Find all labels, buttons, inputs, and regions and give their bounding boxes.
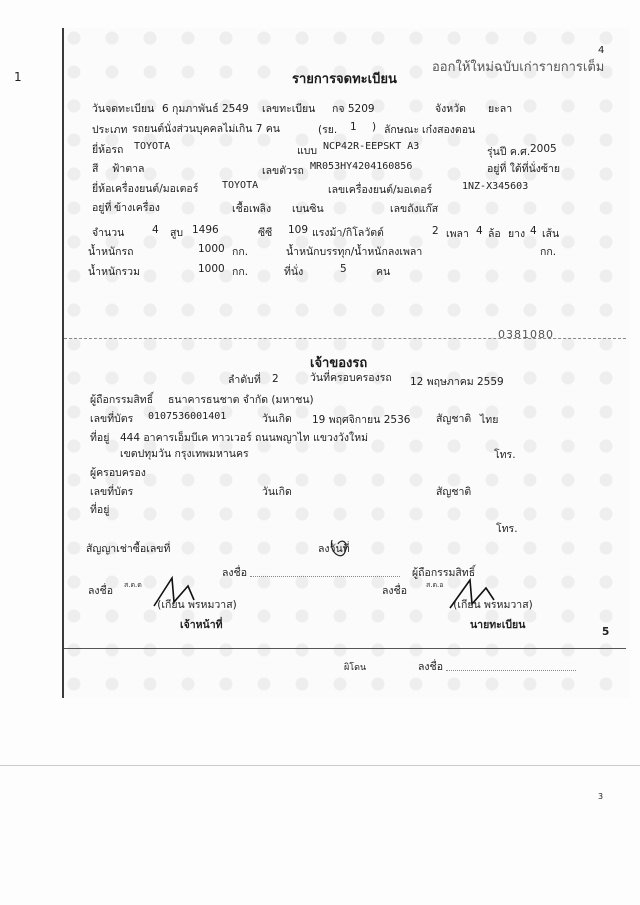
feature-label: ลักษณะ [384,124,420,136]
ry-value: 1 [350,121,357,133]
engine-loc-value: ข้างเครื่อง [114,202,160,214]
year-value: 2005 [530,143,557,155]
addr-line-1: 444 อาคารเอ็มบีเค ทาวเวอร์ ถนนพญาไท แขวงวังใหม่ [120,432,369,444]
handwritten-mark [326,534,352,566]
lease-label: สัญญาเช่าซื้อเลขที่ [86,543,171,555]
footer-by-label: ผิโดน [344,663,367,673]
nation-value: ไทย [480,414,499,426]
nation2-label: สัญชาติ [436,486,472,498]
page-number: 5 [602,626,610,638]
officer-name: (เกียน พรหมวาส) [157,599,237,611]
tire-label: ยาง [508,228,526,240]
plate-label: เลขทะเบียน [262,103,316,115]
lease-date-label: ลงวันที่ [318,543,350,555]
sign-label-registrar: ลงชื่อ [382,585,407,597]
addr-line-2: เขตปทุมวัน กรุงเทพมหานคร [120,448,249,460]
margin-mark: 1 [14,70,22,84]
birth2-label: วันเกิด [262,486,292,498]
holder-label: ผู้ถือกรรมสิทธิ์ [90,394,154,406]
id2-label: เลขที่บัตร [90,486,134,498]
date-label: วันจดทะเบียน [92,103,155,115]
possess-label: วันที่ครอบครองรถ [310,372,392,384]
page-title: รายการจดทะเบียน [292,72,397,87]
date-value: 6 กุมภาพันธ์ 2549 [162,103,249,115]
kw-label: แรงม้า/กิโลวัตต์ [312,227,384,239]
order-label: ลำดับที่ [228,374,261,386]
kg-unit-1: กก. [232,246,249,258]
kw-value: 109 [288,224,309,236]
bottom-mark: 3 [598,792,604,801]
engine-brand-label: ยี่ห้อเครื่องยนต์/มอเตอร์ [92,183,199,195]
province-label: จังหวัด [435,103,466,115]
birth-label: วันเกิด [262,413,292,425]
load-label: น้ำหนักบรรทุก/น้ำหนักลงเพลา [286,246,423,258]
addr-label: ที่อยู่ [90,432,110,444]
registrar-name: (เกียน พรหมวาส) [453,599,533,611]
weight-label: น้ำหนักรถ [88,246,134,258]
plate-value: กจ 5209 [332,103,375,115]
cyl-label: สูบ [170,227,184,239]
fuel-value: เบนซิน [292,203,324,215]
id-label: เลขที่บัตร [90,413,134,425]
possessor-label: ผู้ครอบครอง [90,467,146,479]
chassis-location: อยู่ที่ ใต้ที่นั่งซ้าย [487,163,561,175]
tank-label: เลขถังแก๊ส [390,203,439,215]
footer-sign-line [446,670,576,671]
stamp-right: ส.ต.อ [426,581,444,589]
owner-title: เจ้าของรถ [310,356,368,371]
kg-unit-3: กก. [232,266,249,278]
type-label: ประเภท [92,124,128,136]
id-value: 0107536001401 [148,411,227,422]
seat-label: ที่นั่ง [284,266,304,278]
registrar-title: นายทะเบียน [470,619,526,631]
fuel-label: เชื้อเพลิง [232,203,272,215]
engine-brand-value: TOYOTA [222,180,259,191]
qty-label: จำนวน [92,227,125,239]
tel2-label: โทร. [496,523,518,535]
chassis-value: MR053HY4204160856 [310,161,413,172]
feature-value: เก๋งสองตอน [422,124,476,136]
footer-sign-label: ลงชื่อ [418,661,443,673]
cyl-value: 4 [152,224,159,236]
brand-label: ยี่ห้อรถ [92,144,124,156]
serial-number: 0381080 [498,328,554,341]
axle-label: เพลา [446,228,469,240]
birth-value: 19 พฤศจิกายน 2536 [312,414,411,426]
bottom-divider [64,648,626,649]
cc-value: 1496 [192,224,219,236]
wheel-value: 4 [476,225,483,237]
page-fold-line [0,765,640,766]
model-value: NCP42R-EEPSKT A3 [323,141,420,152]
ry-close: ) [372,121,377,133]
seat-value: 5 [340,263,347,275]
corner-number: 4 [598,45,605,56]
holder-value: ธนาคารธนชาต จำกัด (มหาชน) [168,394,314,406]
cc-label: ซีซี [258,227,273,239]
sign-label-left: ลงชื่อ [222,567,247,579]
order-value: 2 [272,373,279,385]
gross-label: น้ำหนักรวม [88,266,140,278]
top-note: ออกให้ใหม่ฉบับเก่ารายการเต็ม [432,60,605,75]
possess-value: 12 พฤษภาคม 2559 [410,376,504,388]
tel-label: โทร. [494,449,516,461]
gross-value: 1000 [198,263,225,275]
type-value: รถยนต์นั่งส่วนบุคคลไม่เกิน 7 คน [132,123,280,135]
year-label: รุ่นปี ค.ศ. [487,146,531,158]
addr2-label: ที่อยู่ [90,504,110,516]
seat-unit: คน [376,266,391,278]
sign-line-left [250,576,400,577]
stamp-left: ส.ต.ต [124,581,142,589]
ry-label: (รย. [318,124,338,136]
sign-label-officer: ลงชื่อ [88,585,113,597]
model-label: แบบ [297,145,318,157]
engine-no-value: 1NZ-X345603 [462,181,529,192]
tire-value: 4 [530,225,537,237]
kg-unit-2: กก. [540,246,557,258]
engine-no-label: เลขเครื่องยนต์/มอเตอร์ [328,184,433,196]
color-value: ฟ้าตาล [112,163,145,175]
axle-value: 2 [432,225,439,237]
color-label: สี [92,163,99,175]
weight-value: 1000 [198,243,225,255]
tire-unit: เส้น [542,228,560,240]
nation-label: สัญชาติ [436,413,472,425]
wheel-label: ล้อ [488,228,501,240]
province-value: ยะลา [488,103,513,115]
chassis-label: เลขตัวรถ [262,165,304,177]
officer-title: เจ้าหน้าที่ [180,619,223,631]
engine-loc-label: อยู่ที่ [92,202,112,214]
holder-sig-label: ผู้ถือกรรมสิทธิ์ [412,567,476,579]
brand-value: TOYOTA [134,141,171,152]
